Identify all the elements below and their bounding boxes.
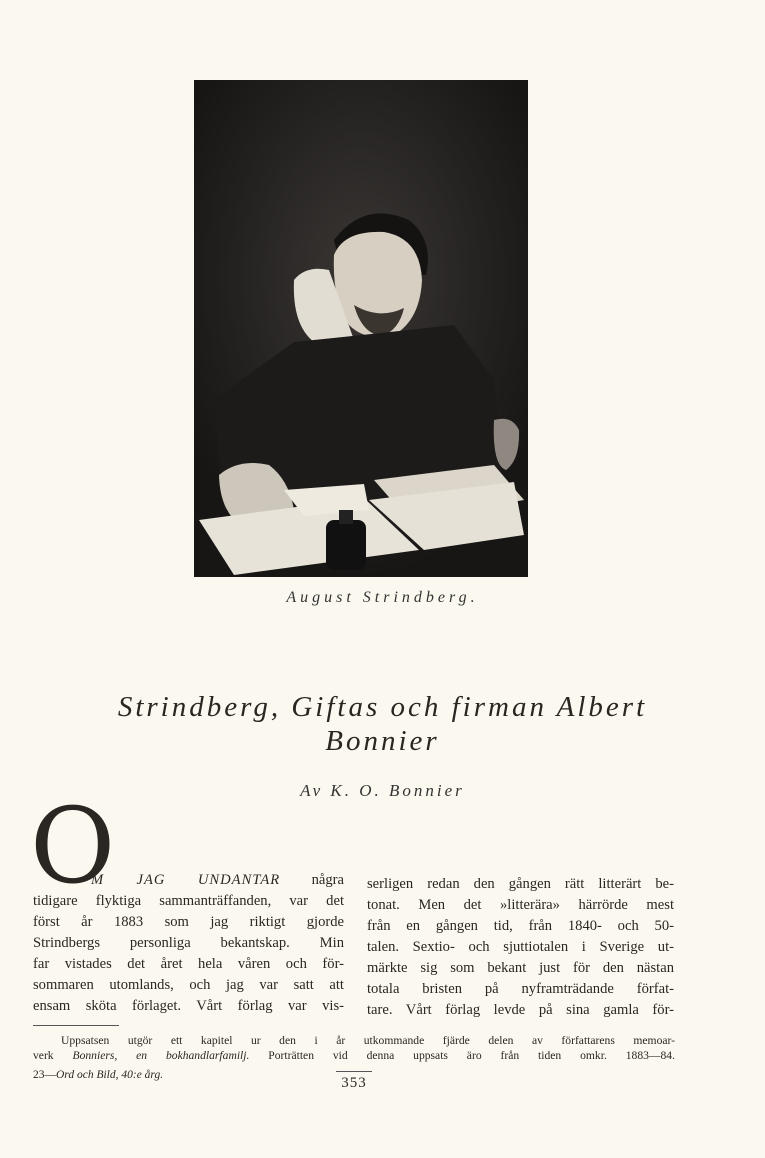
portrait-photo [194,80,528,577]
right-line: märkte sig som bekant just för den nästan [367,960,674,976]
journal-signature [33,1069,163,1081]
left-line: ensam sköta förlaget. Vårt förlag var vis- [33,998,344,1014]
title-line-2: Bonnier [325,725,440,757]
left-line: sommaren utomlands, och jag var satt att [33,977,344,993]
right-line: totala bristen på nyframträdande förfat- [367,981,674,997]
footnote-prefix: verk [33,1049,73,1062]
footnote-rest: Porträtten vid denna uppsats äro från tiden omkr. 1883—84. [249,1049,675,1062]
right-column [367,874,674,1021]
footnote-book-title: Bonniers, en bokhandlarfamilj. [72,1049,250,1062]
author-byline: Av K. O. Bonnier [300,781,465,800]
left-column [33,870,344,1017]
drop-cap: O [30,785,116,907]
left-line: först år 1883 som jag riktigt gjorde [33,914,344,930]
footnote-line-1: Uppsatsen utgör ett kapitel ur den i år utkommande fjärde delen av författarens memoar- [61,1034,675,1047]
journal-name: Ord och Bild, 40:e årg. [56,1069,164,1081]
left-line: tidigare flyktiga sammanträffanden, var det [33,893,344,909]
right-line: talen. Sextio- och sjuttiotalen i Sverige ut- [367,939,674,955]
title-line-1: Strindberg, Giftas och firman Albert [117,691,648,723]
signature-prefix: 23— [33,1069,56,1081]
opening-rest: några [280,872,344,888]
footnote-rule [33,1025,119,1026]
right-line: tonat. Men det »litterära» härrörde mest [367,897,674,913]
right-line: från en gången tid, från 1840- och 50- [367,918,674,934]
page-number: 353 [341,1075,367,1091]
footnote [33,1033,675,1063]
small-caps-opening: M JAG UNDANTAR [91,872,281,888]
left-line: Strindbergs personliga bekantskap. Min [33,935,344,951]
right-line: tare. Vårt förlag levde på sina gamla för- [367,1002,674,1018]
left-line-1 [33,870,344,891]
right-line: serligen redan den gången rätt litterärt be- [367,876,674,892]
portrait-image [194,80,528,577]
photo-caption: August Strindberg. [286,589,479,606]
page-number-rule [336,1071,372,1072]
article-title [40,690,725,758]
left-line: far vistades det året hela våren och för- [33,956,344,972]
footnote-line-2 [33,1048,675,1063]
